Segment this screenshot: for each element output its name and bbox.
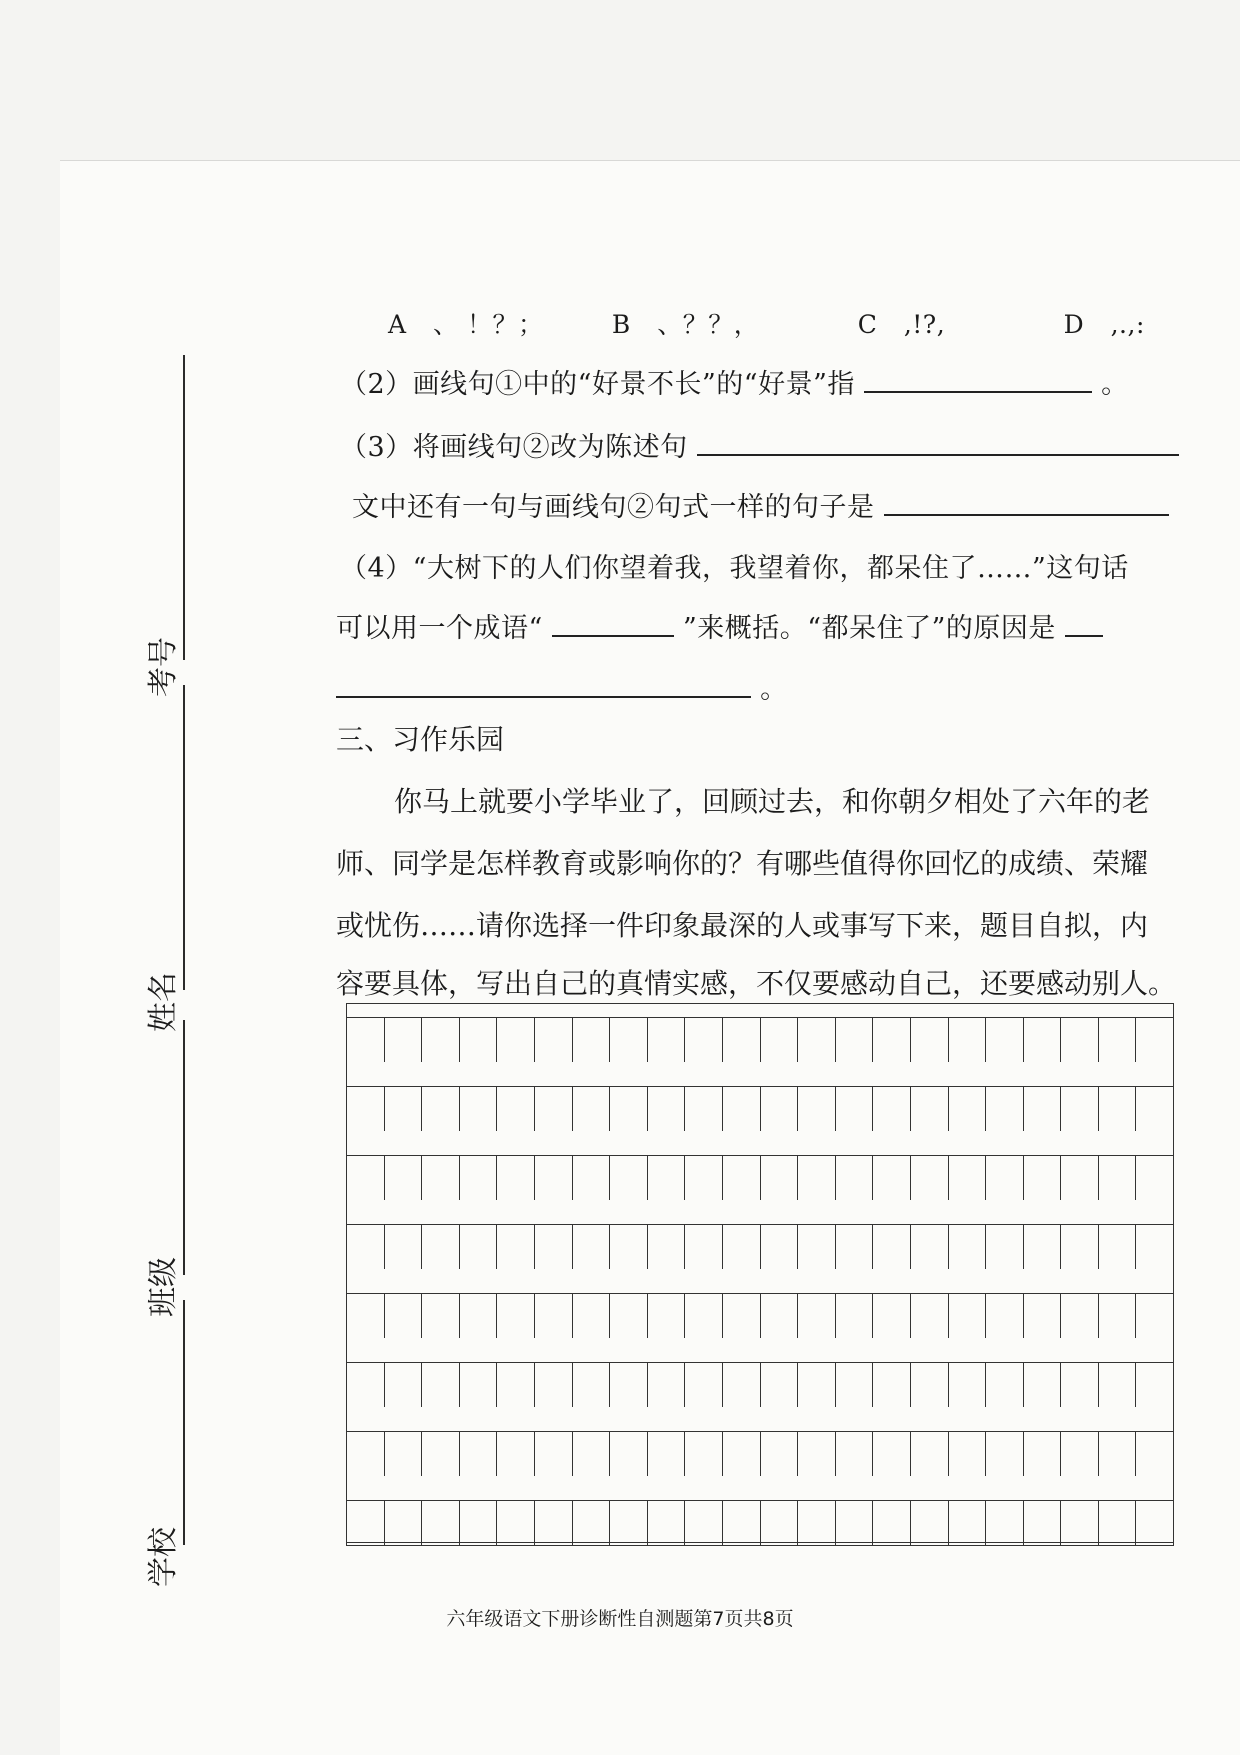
- grid-cell[interactable]: [949, 1156, 987, 1200]
- grid-row: [346, 1086, 1174, 1131]
- option-b-label: B: [611, 310, 631, 339]
- grid-cell[interactable]: [986, 1225, 1024, 1269]
- option-d-marks: ,.,:: [1110, 310, 1145, 339]
- grid-cell[interactable]: [610, 1156, 648, 1200]
- grid-cell[interactable]: [385, 1294, 423, 1338]
- class-label: 班级: [146, 1257, 181, 1317]
- grid-cell[interactable]: [836, 1018, 874, 1062]
- question-2-text: （2）画线句①中的“好景不长”的“好景”指: [340, 369, 855, 400]
- grid-cell[interactable]: [761, 1294, 799, 1338]
- grid-cell[interactable]: [347, 1363, 385, 1407]
- grid-cell[interactable]: [1024, 1087, 1062, 1131]
- grid-cell[interactable]: [460, 1087, 498, 1131]
- grid-cell[interactable]: [1024, 1294, 1062, 1338]
- grid-cell[interactable]: [723, 1363, 761, 1407]
- grid-row: [346, 1155, 1174, 1200]
- name-label: 姓名: [146, 972, 181, 1032]
- question-2-end: 。: [1101, 369, 1129, 400]
- grid-cell[interactable]: [535, 1087, 573, 1131]
- grid-cell[interactable]: [535, 1363, 573, 1407]
- grid-cell[interactable]: [1061, 1501, 1099, 1545]
- grid-cell[interactable]: [1136, 1225, 1173, 1269]
- grid-cell[interactable]: [1136, 1363, 1173, 1407]
- grid-cell[interactable]: [497, 1156, 535, 1200]
- grid-cell[interactable]: [836, 1225, 874, 1269]
- grid-cell[interactable]: [685, 1087, 723, 1131]
- option-c-marks: ,!?,: [903, 310, 946, 339]
- grid-cell[interactable]: [535, 1018, 573, 1062]
- grid-cell[interactable]: [535, 1225, 573, 1269]
- grid-cell[interactable]: [497, 1501, 535, 1545]
- grid-cell[interactable]: [1061, 1294, 1099, 1338]
- exam-number-line: [183, 355, 185, 660]
- grid-cell[interactable]: [723, 1018, 761, 1062]
- composition-grid[interactable]: [346, 1017, 1174, 1570]
- grid-cell[interactable]: [347, 1501, 385, 1545]
- grid-cell[interactable]: [986, 1156, 1024, 1200]
- grid-cell[interactable]: [836, 1432, 874, 1476]
- grid-cell[interactable]: [798, 1225, 836, 1269]
- question-4c: [336, 667, 788, 706]
- grid-cell[interactable]: [986, 1294, 1024, 1338]
- grid-cell[interactable]: [385, 1018, 423, 1062]
- punctuation-options: [388, 305, 1145, 341]
- grid-cell[interactable]: [761, 1363, 799, 1407]
- grid-cell[interactable]: [610, 1294, 648, 1338]
- grid-cell[interactable]: [911, 1363, 949, 1407]
- grid-cell[interactable]: [1099, 1501, 1137, 1545]
- grid-cell[interactable]: [422, 1432, 460, 1476]
- question-2-answer-blank[interactable]: [864, 390, 1092, 393]
- grid-cell[interactable]: [1099, 1363, 1137, 1407]
- grid-cell[interactable]: [798, 1087, 836, 1131]
- grid-cell[interactable]: [385, 1363, 423, 1407]
- grid-cell[interactable]: [723, 1087, 761, 1131]
- class-line: [183, 1020, 185, 1275]
- grid-cell[interactable]: [873, 1363, 911, 1407]
- grid-cell[interactable]: [685, 1501, 723, 1545]
- grid-cell[interactable]: [422, 1156, 460, 1200]
- grid-cell[interactable]: [497, 1363, 535, 1407]
- grid-cell[interactable]: [648, 1432, 686, 1476]
- grid-cell[interactable]: [1061, 1018, 1099, 1062]
- grid-cell[interactable]: [385, 1225, 423, 1269]
- grid-cell[interactable]: [873, 1294, 911, 1338]
- grid-cell[interactable]: [911, 1018, 949, 1062]
- grid-cell[interactable]: [1099, 1294, 1137, 1338]
- grid-cell[interactable]: [648, 1018, 686, 1062]
- question-4b: [336, 606, 1103, 645]
- grid-row: [346, 1224, 1174, 1269]
- grid-cell[interactable]: [761, 1432, 799, 1476]
- grid-cell[interactable]: [761, 1501, 799, 1545]
- grid-cell[interactable]: [460, 1294, 498, 1338]
- grid-cell[interactable]: [798, 1432, 836, 1476]
- grid-cell[interactable]: [347, 1156, 385, 1200]
- grid-cell[interactable]: [911, 1501, 949, 1545]
- grid-cell[interactable]: [1099, 1225, 1137, 1269]
- grid-cell[interactable]: [798, 1501, 836, 1545]
- grid-cell[interactable]: [949, 1087, 987, 1131]
- question-4c-end: 。: [760, 674, 788, 705]
- grid-cell[interactable]: [535, 1294, 573, 1338]
- grid-cell[interactable]: [873, 1432, 911, 1476]
- grid-cell[interactable]: [347, 1018, 385, 1062]
- grid-cell[interactable]: [911, 1294, 949, 1338]
- grid-cell[interactable]: [648, 1294, 686, 1338]
- class-field[interactable]: [140, 1020, 200, 1317]
- question-3-answer-blank[interactable]: [697, 453, 1179, 456]
- grid-cell[interactable]: [573, 1087, 611, 1131]
- grid-cell[interactable]: [573, 1018, 611, 1062]
- grid-cell[interactable]: [911, 1156, 949, 1200]
- grid-cell[interactable]: [648, 1156, 686, 1200]
- grid-cell[interactable]: [422, 1225, 460, 1269]
- grid-cell[interactable]: [648, 1225, 686, 1269]
- grid-cell[interactable]: [347, 1087, 385, 1131]
- exam-number-label: 考号: [146, 637, 181, 697]
- grid-cell[interactable]: [610, 1225, 648, 1269]
- grid-cell[interactable]: [497, 1225, 535, 1269]
- grid-cell[interactable]: [911, 1087, 949, 1131]
- grid-cell[interactable]: [648, 1363, 686, 1407]
- grid-cell[interactable]: [723, 1156, 761, 1200]
- grid-cell[interactable]: [385, 1156, 423, 1200]
- grid-cell[interactable]: [873, 1156, 911, 1200]
- grid-cell[interactable]: [1099, 1156, 1137, 1200]
- reason-answer-blank-2[interactable]: [336, 695, 751, 698]
- grid-cell[interactable]: [836, 1501, 874, 1545]
- grid-cell[interactable]: [873, 1501, 911, 1545]
- grid-cell[interactable]: [460, 1156, 498, 1200]
- grid-row: [346, 1017, 1174, 1062]
- grid-cell[interactable]: [1136, 1294, 1173, 1338]
- grid-cell[interactable]: [422, 1018, 460, 1062]
- grid-cell[interactable]: [535, 1432, 573, 1476]
- grid-cell[interactable]: [873, 1087, 911, 1131]
- grid-cell[interactable]: [949, 1294, 987, 1338]
- grid-cell[interactable]: [648, 1087, 686, 1131]
- grid-cell[interactable]: [573, 1432, 611, 1476]
- grid-cell[interactable]: [1099, 1087, 1137, 1131]
- grid-cell[interactable]: [422, 1294, 460, 1338]
- section-3-heading: 三、习作乐园: [336, 723, 505, 756]
- option-b-marks: 、？？，: [657, 310, 760, 339]
- school-label: 学校: [146, 1527, 181, 1587]
- question-3: [340, 425, 1179, 464]
- school-field[interactable]: [140, 1300, 200, 1587]
- grid-cell[interactable]: [1136, 1432, 1173, 1476]
- grid-row: [346, 1293, 1174, 1338]
- grid-cell[interactable]: [385, 1501, 423, 1545]
- grid-cell[interactable]: [761, 1225, 799, 1269]
- question-4-text: （4）“大树下的人们你望着我，我望着你，都呆住了……”这句话: [340, 553, 1129, 584]
- grid-cell[interactable]: [385, 1432, 423, 1476]
- grid-cell[interactable]: [460, 1432, 498, 1476]
- grid-cell[interactable]: [573, 1156, 611, 1200]
- grid-cell[interactable]: [1024, 1432, 1062, 1476]
- grid-cell[interactable]: [497, 1294, 535, 1338]
- grid-cell[interactable]: [873, 1018, 911, 1062]
- grid-cell[interactable]: [573, 1225, 611, 1269]
- grid-cell[interactable]: [648, 1501, 686, 1545]
- question-4b-text1: 可以用一个成语“: [336, 613, 543, 644]
- grid-cell[interactable]: [1136, 1018, 1173, 1062]
- grid-cell[interactable]: [1099, 1018, 1137, 1062]
- grid-row: [346, 1500, 1174, 1546]
- grid-cell[interactable]: [610, 1363, 648, 1407]
- reason-answer-blank[interactable]: [1065, 634, 1103, 637]
- grid-cell[interactable]: [723, 1294, 761, 1338]
- grid-cell[interactable]: [460, 1018, 498, 1062]
- grid-cell[interactable]: [460, 1501, 498, 1545]
- school-line: [183, 1300, 185, 1545]
- grid-cell[interactable]: [347, 1294, 385, 1338]
- grid-cell[interactable]: [949, 1432, 987, 1476]
- grid-cell[interactable]: [949, 1018, 987, 1062]
- grid-cell[interactable]: [573, 1501, 611, 1545]
- grid-cell[interactable]: [573, 1294, 611, 1338]
- grid-cell[interactable]: [911, 1225, 949, 1269]
- grid-cell[interactable]: [836, 1156, 874, 1200]
- grid-cell[interactable]: [610, 1087, 648, 1131]
- grid-cell[interactable]: [1024, 1018, 1062, 1062]
- name-line: [183, 685, 185, 990]
- grid-cell[interactable]: [986, 1363, 1024, 1407]
- grid-cell[interactable]: [1061, 1225, 1099, 1269]
- grid-cell[interactable]: [911, 1432, 949, 1476]
- grid-cell[interactable]: [1061, 1363, 1099, 1407]
- grid-cell[interactable]: [798, 1018, 836, 1062]
- grid-cell[interactable]: [1136, 1501, 1173, 1545]
- grid-cell[interactable]: [1061, 1156, 1099, 1200]
- grid-cell[interactable]: [1024, 1363, 1062, 1407]
- grid-cell[interactable]: [1024, 1225, 1062, 1269]
- grid-cell[interactable]: [986, 1087, 1024, 1131]
- option-a-marks: 、 ！？；: [433, 310, 544, 339]
- question-3b-text: 文中还有一句与画线句②句式一样的句子是: [352, 492, 875, 523]
- grid-cell[interactable]: [723, 1501, 761, 1545]
- question-2: [340, 362, 1129, 401]
- grid-cell[interactable]: [1136, 1156, 1173, 1200]
- grid-cell[interactable]: [535, 1156, 573, 1200]
- grid-cell[interactable]: [610, 1501, 648, 1545]
- grid-cell[interactable]: [986, 1018, 1024, 1062]
- exam-number-field[interactable]: [140, 355, 200, 697]
- grid-cell[interactable]: [1024, 1501, 1062, 1545]
- grid-row: [346, 1362, 1174, 1407]
- student-info-sidebar: [140, 355, 200, 1587]
- grid-cell[interactable]: [1136, 1087, 1173, 1131]
- option-c-label: C: [857, 310, 878, 339]
- grid-cell[interactable]: [685, 1156, 723, 1200]
- grid-cell[interactable]: [460, 1363, 498, 1407]
- option-a-label: A: [388, 310, 407, 339]
- name-field[interactable]: [140, 685, 200, 1032]
- grid-row: [346, 1431, 1174, 1476]
- page-footer: 六年级语文下册诊断性自测题第7页共8页: [446, 1608, 794, 1630]
- question-4: [340, 546, 1129, 585]
- option-d-label: D: [1063, 310, 1085, 339]
- grid-cell[interactable]: [685, 1018, 723, 1062]
- grid-cell[interactable]: [1099, 1432, 1137, 1476]
- grid-cell[interactable]: [986, 1501, 1024, 1545]
- grid-cell[interactable]: [836, 1294, 874, 1338]
- grid-cell[interactable]: [761, 1018, 799, 1062]
- grid-cell[interactable]: [347, 1225, 385, 1269]
- question-3b: [352, 485, 1169, 524]
- grid-cell[interactable]: [1061, 1087, 1099, 1131]
- prompt-line-4: 容要具体，写出自己的真情实感，不仅要感动自己，还要感动别人。: [336, 967, 1177, 1000]
- grid-cell[interactable]: [723, 1432, 761, 1476]
- prompt-line-1: 你马上就要小学毕业了，回顾过去，和你朝夕相处了六年的老: [394, 785, 1151, 818]
- grid-cell[interactable]: [836, 1363, 874, 1407]
- question-4b-text2: ”来概括。“都呆住了”的原因是: [683, 613, 1056, 644]
- grid-cell[interactable]: [385, 1087, 423, 1131]
- grid-cell[interactable]: [422, 1087, 460, 1131]
- grid-cell[interactable]: [573, 1363, 611, 1407]
- idiom-answer-blank[interactable]: [552, 634, 674, 637]
- grid-cell[interactable]: [761, 1087, 799, 1131]
- grid-cell[interactable]: [535, 1501, 573, 1545]
- grid-cell[interactable]: [836, 1087, 874, 1131]
- grid-cell[interactable]: [685, 1363, 723, 1407]
- grid-cell[interactable]: [685, 1294, 723, 1338]
- grid-cell[interactable]: [497, 1087, 535, 1131]
- grid-cell[interactable]: [761, 1156, 799, 1200]
- question-3b-answer-blank[interactable]: [884, 513, 1169, 516]
- grid-cell[interactable]: [422, 1501, 460, 1545]
- grid-cell[interactable]: [497, 1432, 535, 1476]
- grid-cell[interactable]: [460, 1225, 498, 1269]
- grid-cell[interactable]: [1061, 1432, 1099, 1476]
- prompt-line-2: 师、同学是怎样教育或影响你的？有哪些值得你回忆的成绩、荣耀: [336, 847, 1149, 880]
- grid-cell[interactable]: [685, 1432, 723, 1476]
- grid-cell[interactable]: [873, 1225, 911, 1269]
- grid-cell[interactable]: [949, 1363, 987, 1407]
- prompt-line-3: 或忧伤……请你选择一件印象最深的人或事写下来，题目自拟，内: [336, 909, 1149, 942]
- grid-cell[interactable]: [986, 1432, 1024, 1476]
- grid-cell[interactable]: [798, 1363, 836, 1407]
- grid-cell[interactable]: [798, 1294, 836, 1338]
- grid-cell[interactable]: [422, 1363, 460, 1407]
- grid-cell[interactable]: [1024, 1156, 1062, 1200]
- grid-cell[interactable]: [347, 1432, 385, 1476]
- question-3-text: （3）将画线句②改为陈述句: [340, 432, 688, 463]
- grid-cell[interactable]: [949, 1225, 987, 1269]
- grid-cell[interactable]: [610, 1018, 648, 1062]
- grid-cell[interactable]: [723, 1225, 761, 1269]
- grid-cell[interactable]: [798, 1156, 836, 1200]
- grid-cell[interactable]: [497, 1018, 535, 1062]
- grid-cell[interactable]: [610, 1432, 648, 1476]
- grid-cell[interactable]: [685, 1225, 723, 1269]
- grid-cell[interactable]: [949, 1501, 987, 1545]
